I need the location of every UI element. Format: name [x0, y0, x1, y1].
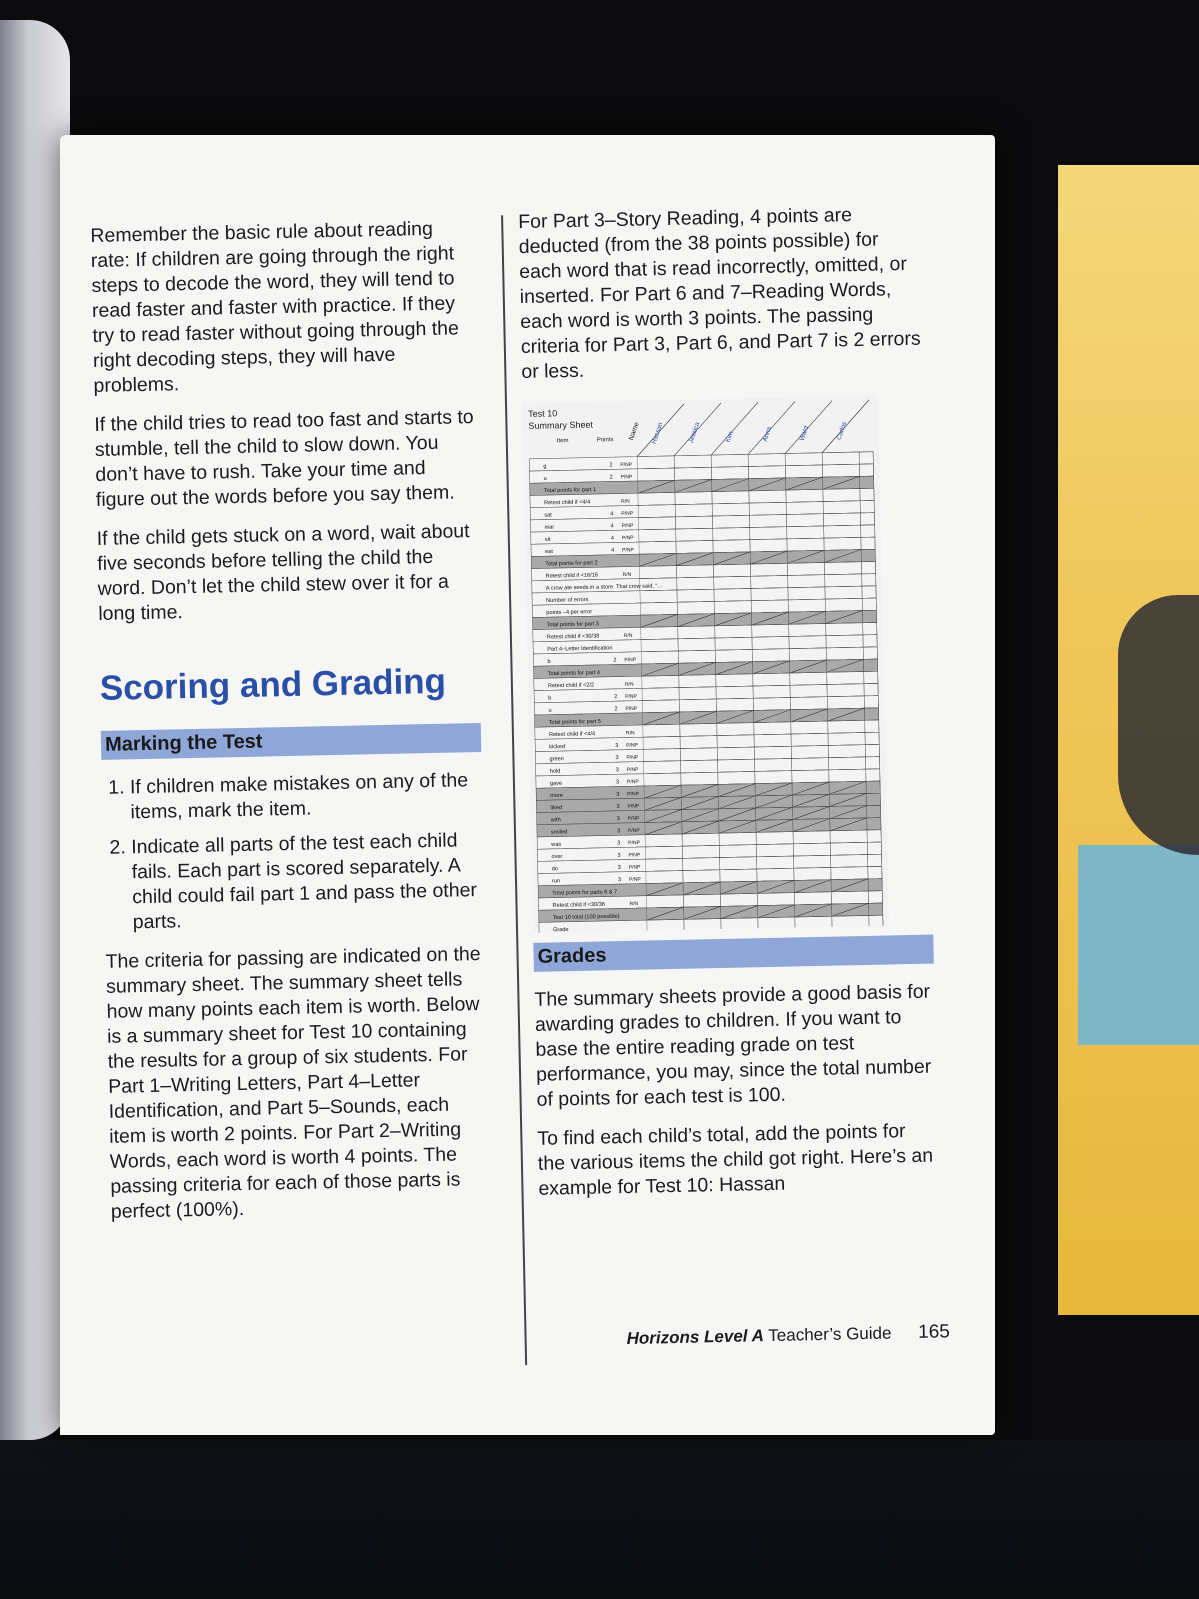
row-mark: P/NP — [627, 815, 640, 822]
grades-paragraph: The summary sheets provide a good basis for awarding grades to children. If you want to base the entire reading grade on test performance, you may, since the total number of points for each test is 100. — [534, 980, 932, 1111]
row-mark: P/NP — [621, 535, 634, 542]
row-mark: P/NP — [626, 742, 638, 749]
row-label: with — [550, 817, 561, 824]
book-page — [60, 135, 995, 1435]
sheet-header-name: Name — [628, 421, 641, 442]
row-label: over — [551, 853, 563, 861]
row-points: 3 — [617, 877, 622, 884]
row-label: Retest child if <30/36 — [552, 901, 605, 909]
guide-title: Teacher’s Guide — [768, 1323, 892, 1346]
row-mark: P/NP — [620, 474, 633, 481]
student-name: Hassan — [650, 421, 665, 445]
row-points: 3 — [616, 816, 620, 823]
row-points: 4 — [610, 511, 614, 518]
row-mark: P/NP — [627, 827, 640, 835]
student-name: Kim — [724, 430, 735, 444]
row-label: Total points for part 3 — [546, 621, 599, 629]
stumble-paragraph: If the child tries to read too fast and starts to stumble, tell the child to slow down. You don’t have to rush. Take your time and figure out the words before you say them. — [94, 406, 474, 511]
row-points: 2 — [609, 474, 613, 481]
row-label: green — [549, 756, 564, 763]
row-mark: P/NP — [628, 876, 641, 883]
row-label: Retest child if <4/4 — [544, 499, 591, 507]
row-mark: P/NP — [626, 779, 639, 786]
row-mark: R/N — [623, 632, 633, 639]
row-mark: P/NP — [621, 522, 634, 530]
row-label: Part 4–Letter Identification — [547, 645, 613, 653]
row-mark: R/N — [622, 571, 632, 578]
row-points: 3 — [615, 755, 619, 762]
row-mark: P/NP — [628, 840, 640, 847]
total-example-paragraph: To find each child’s total, add the points for the various items the child got right. Here’s an example for Test 10: Hassan — [537, 1120, 934, 1200]
row-label: eat — [545, 549, 553, 556]
marking-steps-list — [102, 768, 485, 936]
row-points: 3 — [615, 779, 620, 786]
row-label: run — [551, 878, 561, 885]
row-mark: P/NP — [626, 766, 639, 774]
row-points: 2 — [614, 706, 618, 713]
row-points: 3 — [616, 828, 621, 835]
row-points: 3 — [617, 840, 621, 847]
row-points: 3 — [615, 767, 619, 774]
row-points: 3 — [615, 742, 619, 749]
row-mark: R/N — [629, 901, 639, 908]
row-points: 2 — [609, 462, 613, 469]
row-label: hold — [549, 768, 561, 775]
page-content — [46, 125, 1008, 1444]
row-points: 3 — [617, 864, 621, 871]
row-label: Total points for part 1 — [543, 487, 597, 495]
row-label: Retest child if <30/38 — [546, 633, 600, 641]
row-mark: R/N — [624, 681, 634, 688]
row-mark: P/NP — [620, 461, 633, 469]
row-mark: P/NP — [621, 510, 634, 517]
grades-subhead: Grades — [533, 935, 934, 972]
row-label: Test 10 total (100 possible) — [552, 913, 620, 922]
row-mark: P/NP — [624, 657, 637, 664]
row-label: points –4 per error — [546, 609, 593, 617]
row-points: 4 — [610, 535, 615, 542]
student-header-line — [710, 402, 759, 455]
row-points: 3 — [617, 852, 621, 859]
row-mark: R/N — [625, 730, 635, 737]
row-points: 3 — [616, 803, 620, 810]
row-label: Retest child if <16/16 — [545, 572, 599, 580]
sheet-title: Test 10 — [528, 408, 558, 419]
row-label: more — [550, 792, 564, 800]
row-label: Retest child if <2/2 — [547, 682, 595, 690]
row-label: g — [543, 463, 547, 470]
row-points: 3 — [616, 791, 620, 798]
student-name: Jessica — [687, 421, 702, 445]
row-label: sat — [544, 512, 552, 519]
row-label: kicked — [549, 744, 566, 751]
row-mark: P/NP — [627, 791, 639, 798]
cover-illustration-sky — [1078, 845, 1199, 1045]
story-reading-paragraph: For Part 3–Story Reading, 4 points are deducted (from the 38 points possible) for each word that is read incorrectly, omitted, or inserted. For Part 6 and 7–Reading Words, each word is worth 3 points. The passing criteria for Part 3, Part 6, and Part 7 is 2 errors or less. — [517, 204, 921, 384]
row-label: do — [551, 866, 559, 873]
row-points: 4 — [610, 523, 614, 530]
row-label: Number of errors — [546, 597, 589, 604]
stuck-word-paragraph: If the child gets stuck on a word, wait about five seconds before telling the child the word. Don’t let the child stew over it for a long time. — [96, 520, 470, 625]
row-label: u — [548, 707, 552, 714]
summary-sheet-figure — [522, 396, 889, 933]
criteria-paragraph: The criteria for passing are indicated on the summary sheet. The summary sheet tells how many points each item is worth. Below is a summary sheet for Test 10 containing the results for a group of six students. For Part 1–Writing Letters, Part 4–Letter Identification, and Part 5–Sounds, each item is worth 2 points. For Part 2–Writing Words, each word is worth 4 points. The passing criteria for each of those parts is perfect (100%). — [105, 943, 481, 1223]
row-label: b — [548, 695, 552, 702]
row-points: 2 — [613, 657, 617, 664]
row-label: Total points for part 2 — [545, 560, 598, 568]
row-mark: P/NP — [628, 864, 641, 871]
list-item: 1. If children make mistakes on any of the items, mark the item. — [130, 768, 483, 825]
series-title: Horizons Level A — [626, 1326, 765, 1349]
summary-sheet-table — [522, 396, 889, 933]
row-label: A crow ate seeds in a store. That crow said, “… — [545, 583, 664, 592]
row-label: mar — [544, 524, 555, 531]
row-label: u — [543, 475, 547, 482]
student-name: Ward — [798, 425, 811, 442]
row-label: gave — [549, 780, 563, 787]
sheet-subtitle: Summary Sheet — [528, 419, 594, 431]
sheet-header-item: Item — [556, 438, 569, 445]
row-mark: P/NP — [625, 693, 637, 700]
page-number: 165 — [917, 1321, 951, 1343]
student-name: Carlos — [835, 420, 849, 442]
row-mark: P/NP — [626, 754, 639, 761]
row-label: Total points for part 5 — [548, 718, 602, 726]
page-footer — [626, 1321, 950, 1350]
cover-illustration — [1118, 595, 1199, 855]
student-name: Anna — [761, 425, 774, 443]
row-points: 2 — [614, 694, 618, 701]
row-label: smiled — [550, 829, 568, 836]
row-points: 4 — [611, 547, 615, 554]
book-spine-bottom — [0, 1440, 1199, 1599]
row-label: Grade — [552, 926, 569, 933]
left-column — [90, 216, 491, 1239]
row-mark: P/NP — [628, 852, 641, 859]
row-label: Total points for part 4 — [547, 670, 600, 678]
section-title: Scoring and Grading — [99, 661, 447, 708]
row-label: b — [547, 658, 551, 665]
row-mark: R/N — [621, 498, 630, 505]
row-mark: P/NP — [622, 547, 634, 554]
row-label: Retest child if <4/4 — [548, 731, 596, 739]
sheet-header-points: Points — [596, 437, 614, 444]
row-mark: P/NP — [625, 705, 638, 713]
marking-test-subhead: Marking the Test — [101, 723, 482, 760]
row-label: liked — [550, 805, 563, 812]
row-label: sit — [544, 536, 551, 543]
reading-rate-paragraph: Remember the basic rule about reading rate: If children are going through the right steps to decode the word, they will tend to read faster and faster with practice. If they try to read faster without going through the right decoding steps, they will have problems. — [90, 217, 460, 397]
right-column — [518, 202, 939, 1216]
row-mark: P/NP — [627, 803, 640, 810]
list-item: 2. Indicate all parts of the test each child fails. Each part is scored separately. A child could fail part 1 and pass the other parts. — [131, 828, 485, 935]
adjacent-book-cover — [1058, 165, 1199, 1315]
row-label: was — [551, 841, 562, 848]
row-label: Total points for parts 6 & 7 — [552, 889, 618, 897]
